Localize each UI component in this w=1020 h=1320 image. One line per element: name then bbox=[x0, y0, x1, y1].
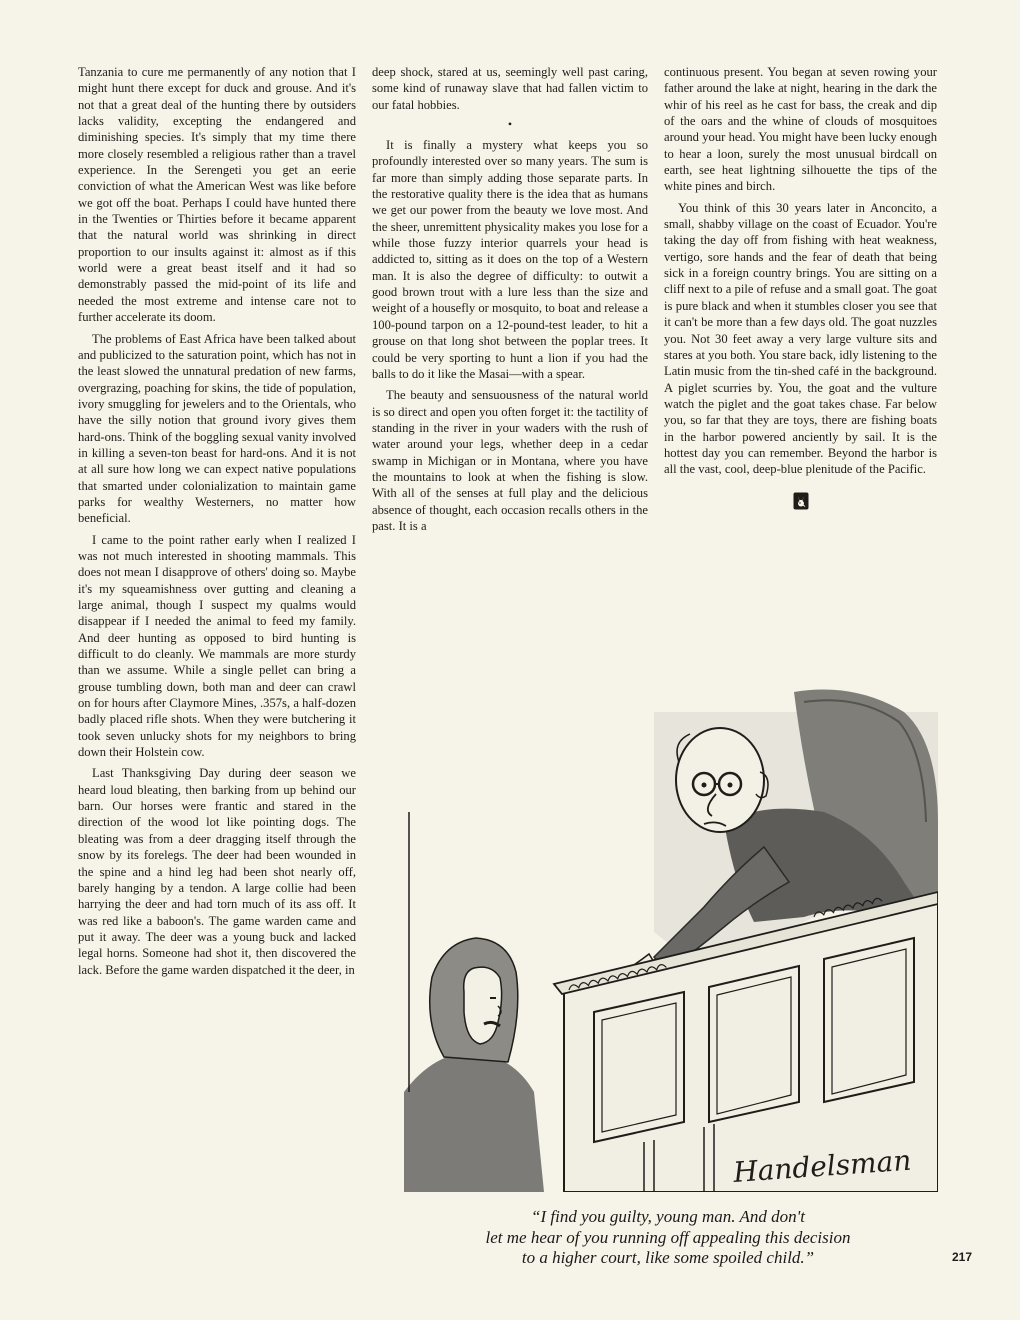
paragraph: You think of this 30 years later in Anconcito, a small, shabby village on the coast of Ecuador. You're taking the day off from fishing with heat weakness, vertigo, sore hands and the fear of death that being sick in a foreign country brings. You are sitting on a cliff next to a pile of refuse and a small goat. The goat is pure black and when it stumbles closer you see that it can't be more than a few days old. The goat nuzzles you. Not 30 feet away a very large vulture sits and stares at you both. You stare back, idly listening to the Latin music from the tin-shed café in the background. A piglet scurries by. You, the goat and the vulture watch the piglet and the goat takes chase. Far below you, so far that they are toys, there are fishing boats in the harbor powered anciently by sail. It is the hottest day you can remember. Beyond the harbor is all the vast, cool, deep-blue plenitude of the Pacific. bbox=[664, 200, 937, 477]
paragraph: Tanzania to cure me permanently of any notion that I might hunt there except for duck and grouse. And it's not that a great deal of the hunting there by outsiders lacks validity, excepting the endangered and diminishing species. It's simply that my time there more closely resembled a religious rather than a travel experience. In the Serengeti you get an eerie conviction of what the American West was like before we got off the boat. Perhaps I could have hunted there in the Twenties or Thirties before it became apparent that the natural world was shrinking in direct proportion to our insults against it: almost as if this world were a great beast itself and it had so demonstrably passed the mid-point of its life and needed the most extreme and intense care not to further accelerate its doom. bbox=[78, 65, 356, 325]
cartoonist-signature: Handelsman bbox=[732, 1143, 913, 1189]
paragraph: I came to the point rather early when I realized I was not much interested in shooting mammals. This does not mean I disapprove of others' doing so. Maybe it's my squeamishness over gutting and cleaning a large animal, though I suspect my qualms would disappear if I needed the animal to feed my family. And deer hunting as opposed to bird hunting is difficult to do cleanly. We mammals are more sturdy than we assume. While a single pellet can bring a grouse tumbling down, both man and deer can crawl on for hours after Claymore Mines, .357s, a half-dozen badly placed rifle shots. When they were butchering it took seven unlucky shots for my neighbors to bring down their Holstein cow. bbox=[78, 532, 356, 760]
text-column-1 bbox=[78, 64, 356, 978]
paragraph: continuous present. You began at seven rowing your father around the lake at night, hearing in the dark the whir of his reel as he cast for bass, the creak and dip of the oars and the whine of clouds of mosquitoes around your head. You might have been lucky enough to hear a loon, surely the most unusual birdcall on earth, see heat lightning silhouette the tips of the white pines and birch. bbox=[664, 65, 937, 194]
paragraph: It is finally a mystery what keeps you so profoundly interested over so many years. The sum is far more than simply adding those separate parts. In the restorative quality there is the idea that as humans we get our power from the beauty we love most. And the sheer, unremittent physicality makes you lose for a while those fuzzy interior quarrels your head is addicted to, sitting as it does on the top of a Western man. It is also the degree of difficulty: to outwit a good brown trout with a lure less than the size and weight of a housefly or mosquito, to boat and release a 100-pound tarpon on a 12-pound-test leader, to hit a grouse on that long shot between the poplar trees. It could be very sporting to hunt a lion if you had the balls to do it like the Masai—with a spear. bbox=[372, 138, 648, 381]
text-column-2 bbox=[372, 64, 648, 534]
rabbit-head-end-mark-icon bbox=[793, 492, 809, 510]
paragraph: Last Thanksgiving Day during deer season we heard loud bleating, then barking from up behind our barn. Our horses were frantic and stared in the direction of the wood lot like pointing dogs. The bleating was from a deer dragging itself through the snow by its forelegs. The deer had been wounded in the spine and a hind leg had been shot nearly off, barely hanging by a tendon. A large collie had been harrying the deer and had torn much of its ass off. It was red like a baboon's. The game warden came and put it away. The deer was a young buck and lacked legal horns. Someone had shot it, then discovered the lack. Before the game warden dispatched it the deer, in bbox=[78, 766, 356, 977]
caption-line: to a higher court, like some spoiled child.” bbox=[521, 1248, 815, 1267]
caption-line: let me hear of you running off appealing this decision bbox=[485, 1227, 851, 1247]
paragraph: The problems of East Africa have been talked about and publicized to the saturation point, which has not in the least slowed the unnatural predation of new farms, overgrazing, poaching for skins, the tide of population, ivory smuggling for jewelers and to the Orientals, who have the silly notion that ground ivory gives them hard-ons. Think of the boggling sexual vanity involved in killing a seven-ton beast for hard-ons. And it is not at all sure how long we can expect native populations that smarted under colonialization to maintain game parks for wealthy Westerners, no matter how beneficial. bbox=[78, 331, 356, 526]
text-column-3 bbox=[664, 64, 937, 510]
section-separator: • bbox=[507, 117, 513, 132]
paragraph: deep shock, stared at us, seemingly well past caring, some kind of runaway slave that had fallen victim to our fatal hobbies. bbox=[372, 65, 648, 112]
cartoon-caption bbox=[398, 1207, 938, 1269]
caption-line: “I find you guilty, young man. And don't bbox=[531, 1207, 805, 1226]
paragraph: The beauty and sensuousness of the natural world is so direct and open you often forget it: the tactility of standing in the river in your waders with the rush of water around your legs, whether deep in a cedar swamp in Michigan or in Montana, where you have the mountains to look at when the fishing is slow. With all of the senses at full play and the delicious absence of thought, each occasion recalls others in the past. It is a bbox=[372, 388, 648, 533]
courtroom-cartoon bbox=[404, 672, 938, 1192]
page-number: 217 bbox=[952, 1250, 973, 1264]
